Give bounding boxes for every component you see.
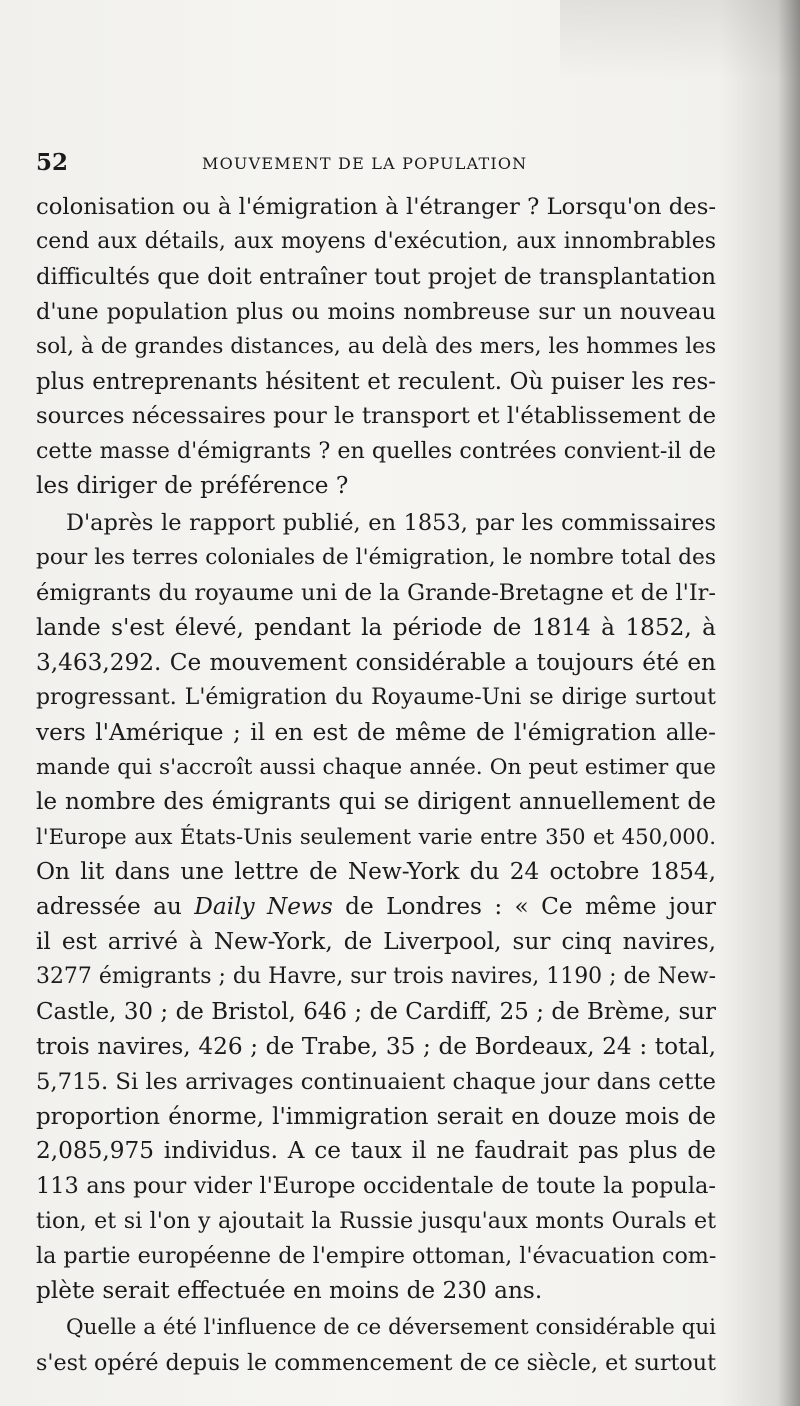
body-text: [36, 190, 716, 1381]
text-line: vers l'Amérique ; il en est de même de l'émigration alle-: [36, 718, 716, 746]
text-line: trois navires, 426 ; de Trabe, 35 ; de Bordeaux, 24 : total,: [36, 1032, 716, 1060]
paragraph-start-line: Quelle a été l'influence de ce déversement considérable qui: [66, 1315, 716, 1340]
text-line: le nombre des émigrants qui se dirigent annuellement de: [36, 788, 716, 816]
text-line: colonisation ou à l'émigration à l'étranger ? Lorsqu'on des-: [36, 194, 716, 220]
text-line: cend aux détails, aux moyens d'exécution, aux innombrables: [36, 228, 716, 254]
spine-shadow: [778, 0, 800, 1406]
text-line: émigrants du royaume uni de la Grande-Bretagne et de l'Ir-: [36, 579, 716, 606]
text-line: 2,085,975 individus. A ce taux il ne faudrait pas plus de: [36, 1137, 716, 1165]
text-line: lande s'est élevé, pendant la période de 1814 à 1852, à: [36, 613, 716, 641]
text-line: 3,463,292. Ce mouvement considérable a toujours été en: [36, 648, 716, 676]
running-title: MOUVEMENT DE LA POPULATION: [202, 154, 528, 173]
text-line: tion, et si l'on y ajoutait la Russie jusqu'aux monts Ourals et: [36, 1208, 716, 1235]
newspaper-title: Daily News: [194, 893, 333, 921]
text-line: d'une population plus ou moins nombreuse sur un nouveau: [36, 298, 716, 325]
paragraph-end-line: plète serait effectuée en moins de 230 ans.: [36, 1277, 543, 1305]
text-line: Castle, 30 ; de Bristol, 646 ; de Cardiff, 25 ; de Brème, sur: [36, 998, 716, 1025]
text-line: proportion énorme, l'immigration serait en douze mois de: [36, 1103, 716, 1130]
text-line: sol, à de grandes distances, au delà des mers, les hommes les: [36, 333, 717, 359]
text-line: 113 ans pour vider l'Europe occidentale de toute la popula-: [36, 1173, 716, 1200]
text-line: s'est opéré depuis le commencement de ce siècle, et surtout: [36, 1349, 716, 1376]
text-line: On lit dans une lettre de New-York du 24 octobre 1854,: [36, 858, 716, 886]
text-line: 5,715. Si les arrivages continuaient chaque jour dans cette: [36, 1068, 716, 1095]
text-line: pour les terres coloniales de l'émigration, le nombre total des: [36, 545, 716, 571]
text-line: sources nécessaires pour le transport et l'établissement de: [36, 403, 716, 430]
scan-smudge: [560, 0, 800, 80]
text-line: il est arrivé à New-York, de Liverpool, sur cinq navires,: [36, 928, 716, 956]
text-line: progressant. L'émigration du Royaume-Uni se dirige surtout: [36, 684, 716, 710]
page-number: 52: [36, 149, 69, 176]
text-line: plus entreprenants hésitent et reculent. Où puiser les res-: [36, 368, 716, 395]
paragraph-end-line: les diriger de préférence ?: [36, 472, 349, 500]
text-line: adressée au Daily News de Londres : « Ce même jour: [36, 893, 716, 921]
text-line: l'Europe aux États-Unis seulement varie entre 350 et 450,000.: [36, 824, 716, 850]
text-line: mande qui s'accroît aussi chaque année. On peut estimer que: [36, 754, 716, 780]
paragraph-start-line: D'après le rapport publié, en 1853, par les commissaires: [66, 510, 716, 537]
text-line: la partie européenne de l'empire ottoman, l'évacuation com-: [36, 1243, 717, 1270]
page-header: [36, 148, 726, 178]
text-line: difficultés que doit entraîner tout projet de transplantation: [36, 263, 716, 290]
text-line: 3277 émigrants ; du Havre, sur trois navires, 1190 ; de New-: [36, 963, 716, 989]
text-line: cette masse d'émigrants ? en quelles contrées convient-il de: [36, 438, 716, 465]
